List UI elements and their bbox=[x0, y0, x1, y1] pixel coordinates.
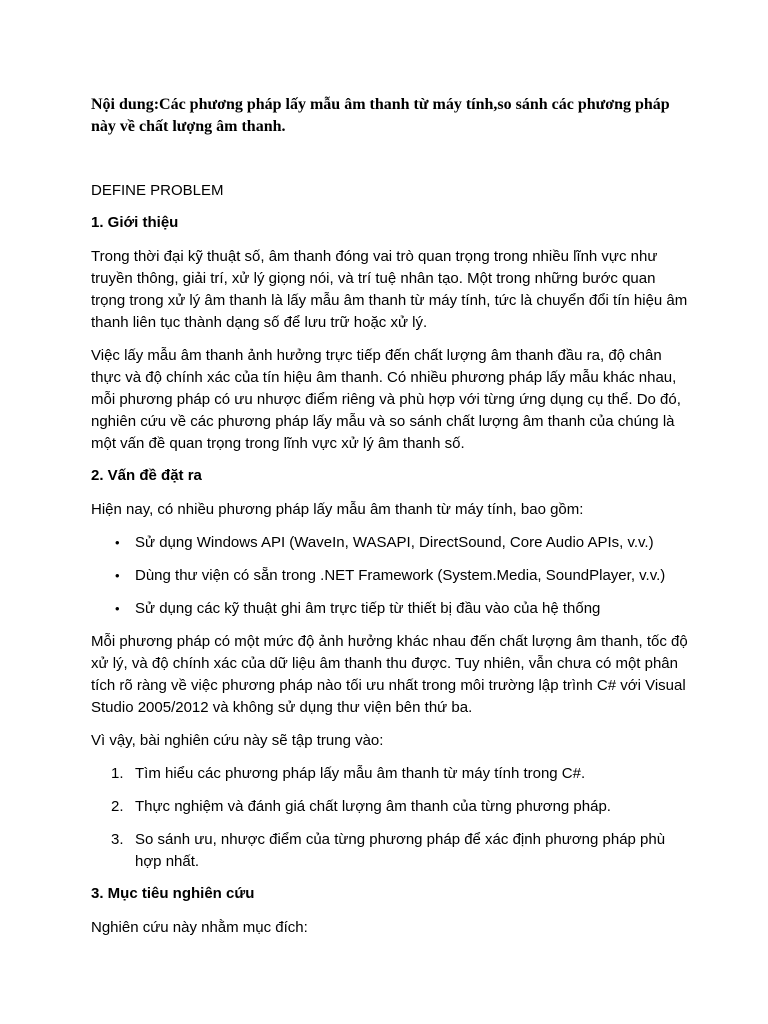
item-text: So sánh ưu, nhược điểm của từng phương pháp để xác định phương pháp phù hợp nhất. bbox=[135, 831, 666, 870]
section-heading-goals: 3. Mục tiêu nghiên cứu bbox=[91, 885, 255, 902]
goals-lead: Nghiên cứu này nhằm mục đích: bbox=[91, 919, 308, 936]
focus-lead: Vì vậy, bài nghiên cứu này sẽ tập trung vào: bbox=[91, 732, 384, 749]
intro-paragraph-2: Việc lấy mẫu âm thanh ảnh hưởng trực tiếp đến chất lượng âm thanh đầu ra, độ chân thực và độ chính xác của tín hiệu âm thanh. Có nhiều phương pháp lấy mẫu khác nhau, mỗi phương pháp có ưu nhược điểm riêng và phù hợp với từng ứng dụng cụ thể. Do đó, nghiên cứu về các phương pháp lấy mẫu và so sánh chất lượng âm thanh của chúng là một vấn đề quan trọng trong lĩnh vực xử lý âm thanh số. bbox=[91, 347, 681, 452]
problem-lead: Hiện nay, có nhiều phương pháp lấy mẫu âm thanh từ máy tính, bao gồm: bbox=[91, 501, 584, 518]
item-text: Tìm hiểu các phương pháp lấy mẫu âm thanh từ máy tính trong C#. bbox=[135, 765, 586, 782]
define-problem-label: DEFINE PROBLEM bbox=[91, 182, 224, 199]
item-text: Thực nghiệm và đánh giá chất lượng âm thanh của từng phương pháp. bbox=[135, 798, 611, 815]
document-title: Nội dung:Các phương pháp lấy mẫu âm thanh từ máy tính,so sánh các phương pháp này về chất lượng âm thanh. bbox=[91, 96, 670, 135]
numbered-item-3 bbox=[91, 829, 691, 873]
item-number: 1. bbox=[111, 765, 124, 782]
numbered-item-1 bbox=[91, 763, 691, 785]
intro-paragraph-1: Trong thời đại kỹ thuật số, âm thanh đóng vai trò quan trọng trong nhiều lĩnh vực như truyền thông, giải trí, xử lý giọng nói, và trí tuệ nhân tạo. Một trong những bước quan trọng trong xử lý âm thanh là lấy mẫu âm thanh từ máy tính, tức là chuyển đổi tín hiệu âm thanh liên tục thành dạng số để lưu trữ hoặc xử lý. bbox=[91, 248, 688, 331]
bullet-item-direct-recording: • Sử dụng các kỹ thuật ghi âm trực tiếp từ thiết bị đầu vào của hệ thống bbox=[91, 598, 691, 620]
numbered-item-2 bbox=[91, 796, 691, 818]
item-number: 3. bbox=[111, 831, 124, 848]
section-heading-intro: 1. Giới thiệu bbox=[91, 214, 179, 231]
section-heading-problem: 2. Vấn đề đặt ra bbox=[91, 467, 202, 484]
focus-numbered-list bbox=[91, 763, 691, 873]
problem-paragraph: Mỗi phương pháp có một mức độ ảnh hưởng khác nhau đến chất lượng âm thanh, tốc độ xử lý, và độ chính xác của dữ liệu âm thanh thu được. Tuy nhiên, vẫn chưa có một phân tích rõ ràng về việc phương pháp nào tối ưu nhất trong môi trường lập trình C# với Visual Studio 2005/2012 và không sử dụng thư viện bên thứ ba. bbox=[91, 633, 688, 716]
document-page bbox=[91, 94, 691, 939]
bullet-item-dotnet-library: • Dùng thư viện có sẵn trong .NET Framework (System.Media, SoundPlayer, v.v.) bbox=[91, 565, 691, 587]
bullet-item-windows-api: • Sử dụng Windows API (WaveIn, WASAPI, DirectSound, Core Audio APIs, v.v.) bbox=[91, 532, 691, 554]
methods-bullet-list bbox=[91, 532, 691, 620]
item-number: 2. bbox=[111, 798, 124, 815]
